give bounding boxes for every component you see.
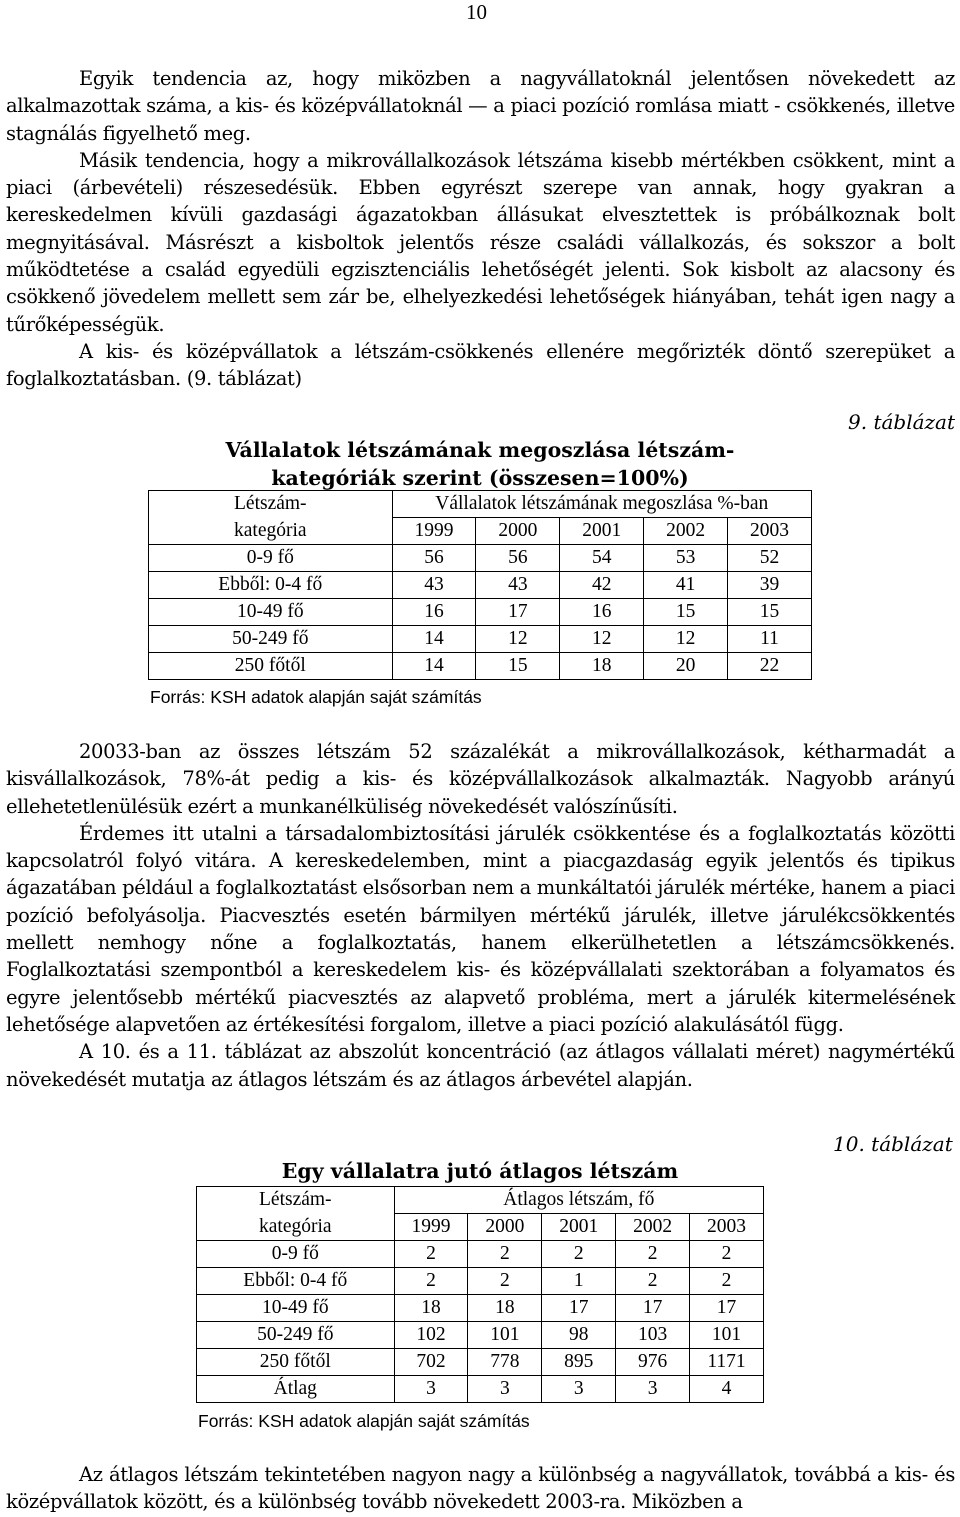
value-cell: 43 xyxy=(476,572,560,599)
value-cell: 1 xyxy=(542,1268,616,1295)
value-cell: 53 xyxy=(644,545,728,572)
table-row xyxy=(149,572,812,599)
value-cell: 702 xyxy=(394,1349,468,1376)
header-cell: Létszám- xyxy=(197,1187,395,1214)
page-number: 10 xyxy=(466,0,487,24)
year-cell: 1999 xyxy=(394,1214,468,1241)
value-cell: 56 xyxy=(476,545,560,572)
header-cell: kategória xyxy=(197,1214,395,1241)
category-cell: Ebből: 0-4 fő xyxy=(197,1268,395,1295)
value-cell: 16 xyxy=(560,599,644,626)
value-cell: 52 xyxy=(728,545,812,572)
value-cell: 2 xyxy=(542,1241,616,1268)
value-cell: 103 xyxy=(616,1322,690,1349)
header-group-cell: Átlagos létszám, fő xyxy=(394,1187,763,1214)
value-cell: 54 xyxy=(560,545,644,572)
category-cell: 250 főtől xyxy=(197,1349,395,1376)
value-cell: 2 xyxy=(468,1241,542,1268)
value-cell: 102 xyxy=(394,1322,468,1349)
table-9-label: 9. táblázat xyxy=(848,410,956,434)
year-cell: 1999 xyxy=(392,518,476,545)
value-cell: 2 xyxy=(690,1268,764,1295)
value-cell: 1171 xyxy=(690,1349,764,1376)
table-row xyxy=(197,1322,764,1349)
header-group-cell: Vállalatok létszámának megoszlása %-ban xyxy=(392,491,811,518)
table-row xyxy=(149,653,812,680)
value-cell: 18 xyxy=(394,1295,468,1322)
value-cell: 17 xyxy=(542,1295,616,1322)
value-cell: 3 xyxy=(542,1376,616,1403)
value-cell: 2 xyxy=(616,1241,690,1268)
value-cell: 17 xyxy=(476,599,560,626)
year-cell: 2001 xyxy=(542,1214,616,1241)
value-cell: 3 xyxy=(468,1376,542,1403)
value-cell: 4 xyxy=(690,1376,764,1403)
table-title-line: Vállalatok létszámának megoszlása létszám- xyxy=(225,438,735,462)
table-header-row xyxy=(149,491,812,518)
value-cell: 22 xyxy=(728,653,812,680)
table-9-title xyxy=(148,436,812,492)
table-header-row xyxy=(197,1187,764,1214)
value-cell: 18 xyxy=(560,653,644,680)
value-cell: 2 xyxy=(394,1241,468,1268)
value-cell: 14 xyxy=(392,653,476,680)
category-cell: Ebből: 0-4 fő xyxy=(149,572,393,599)
value-cell: 56 xyxy=(392,545,476,572)
year-cell: 2003 xyxy=(690,1214,764,1241)
table-header-row xyxy=(197,1214,764,1241)
year-cell: 2000 xyxy=(476,518,560,545)
table-10-source: Forrás: KSH adatok alapján saját számítás xyxy=(198,1411,530,1431)
value-cell: 16 xyxy=(392,599,476,626)
value-cell: 98 xyxy=(542,1322,616,1349)
value-cell: 11 xyxy=(728,626,812,653)
table-row xyxy=(149,626,812,653)
table-row xyxy=(197,1268,764,1295)
year-cell: 2000 xyxy=(468,1214,542,1241)
year-cell: 2003 xyxy=(728,518,812,545)
value-cell: 2 xyxy=(468,1268,542,1295)
header-cell: kategória xyxy=(149,518,393,545)
category-cell: 0-9 fő xyxy=(149,545,393,572)
table-row xyxy=(149,545,812,572)
value-cell: 2 xyxy=(394,1268,468,1295)
header-cell: Létszám- xyxy=(149,491,393,518)
year-cell: 2001 xyxy=(560,518,644,545)
table-10-label: 10. táblázat xyxy=(833,1132,953,1156)
value-cell: 101 xyxy=(468,1322,542,1349)
category-cell: 0-9 fő xyxy=(197,1241,395,1268)
paragraph: A 10. és a 11. táblázat az abszolút koncentráció (az átlagos vállalati méret) nagymértékű növekedését mutatja az átlagos létszám és az átlagos árbevétel alapján. xyxy=(6,1040,955,1091)
value-cell: 3 xyxy=(394,1376,468,1403)
table-row xyxy=(149,599,812,626)
category-cell: 10-49 fő xyxy=(149,599,393,626)
table-row xyxy=(197,1295,764,1322)
table-10 xyxy=(196,1186,764,1403)
value-cell: 43 xyxy=(392,572,476,599)
table-row xyxy=(197,1349,764,1376)
table-10-title: Egy vállalatra jutó átlagos létszám xyxy=(281,1159,679,1183)
table-title-line: kategóriák szerint (összesen=100%) xyxy=(271,466,689,490)
value-cell: 12 xyxy=(560,626,644,653)
category-cell: 50-249 fő xyxy=(197,1322,395,1349)
category-cell: 10-49 fő xyxy=(197,1295,395,1322)
value-cell: 15 xyxy=(728,599,812,626)
value-cell: 976 xyxy=(616,1349,690,1376)
closing-text xyxy=(6,1461,955,1516)
value-cell: 20 xyxy=(644,653,728,680)
value-cell: 42 xyxy=(560,572,644,599)
value-cell: 39 xyxy=(728,572,812,599)
value-cell: 12 xyxy=(476,626,560,653)
value-cell: 17 xyxy=(616,1295,690,1322)
value-cell: 14 xyxy=(392,626,476,653)
paragraph: Egyik tendencia az, hogy miközben a nagyvállatoknál jelentősen növekedett az alkalmazottak száma, a kis- és középvállatoknál — a piaci pozíció romlása miatt - csökkenés, illetve stagnálás figyelhető meg. xyxy=(6,67,955,145)
table-row xyxy=(197,1376,764,1403)
category-cell: Átlag xyxy=(197,1376,395,1403)
paragraph: A kis- és középvállatok a létszám-csökkenés ellenére megőrizték döntő szerepüket a foglalkoztatásban. (9. táblázat) xyxy=(6,339,955,391)
value-cell: 15 xyxy=(476,653,560,680)
value-cell: 41 xyxy=(644,572,728,599)
body-text xyxy=(6,738,955,1093)
table-9-source: Forrás: KSH adatok alapján saját számítás xyxy=(150,687,482,707)
paragraph: Az átlagos létszám tekintetében nagyon nagy a különbség a nagyvállatok, továbbá a kis- és középvállatok között, és a különbség tovább növekedett 2003-ra. Miközben a xyxy=(6,1463,955,1514)
category-cell: 250 főtől xyxy=(149,653,393,680)
intro-text xyxy=(6,65,955,393)
paragraph: Érdemes itt utalni a társadalombiztosítási járulék csökkentése és a foglalkoztatás közötti kapcsolatról folyó vitára. A kereskedelemben, mint a piacgazdaság egyik jelentős és tipikus ágazatában például a foglalkoztatást elsősorban nem a munkáltatói járulék mértéke, hanem a piaci pozíció befolyásolja. Piacvesztés esetén bármilyen mértékű járulék, illetve járulékcsökkentés mellett nemhogy nőne a foglalkoztatás, hanem elkerülhetetlen a létszámcsökkenés. Foglalkoztatási szempontból a kereskedelem kis- és középvállalati szektorában a folyamatos és egyre jelentősebb mértékű piacvesztés az alapvető probléma, mert a járulék kitermelésének lehetősége alapvetően az értékesítési forgalom, illetve a piaci pozíció alakulásától függ. xyxy=(6,821,955,1036)
value-cell: 895 xyxy=(542,1349,616,1376)
year-cell: 2002 xyxy=(616,1214,690,1241)
value-cell: 2 xyxy=(616,1268,690,1295)
value-cell: 18 xyxy=(468,1295,542,1322)
table-header-row xyxy=(149,518,812,545)
value-cell: 3 xyxy=(616,1376,690,1403)
value-cell: 101 xyxy=(690,1322,764,1349)
paragraph: 20033-ban az összes létszám 52 százalékát a mikrovállalkozások, kétharmadát a kisvállalkozások, 78%-át pedig a kis- és középvállalkozások alkalmazták. Nagyobb arányú ellehetetlenülésük ezért a munkanélküliség növekedését valószínűsíti. xyxy=(6,740,955,818)
category-cell: 50-249 fő xyxy=(149,626,393,653)
year-cell: 2002 xyxy=(644,518,728,545)
value-cell: 15 xyxy=(644,599,728,626)
table-row xyxy=(197,1241,764,1268)
paragraph: Másik tendencia, hogy a mikrovállalkozások létszáma kisebb mértékben csökkent, mint a piaci (árbevételi) részesedésük. Ebben egyrészt szerepe van annak, hogy gyakran a kereskedelmen kívüli gazdasági ágazatokban állásukat elvesztettek is próbálkoznak bolt megnyitásával. Másrészt a kisboltok jelentős része családi vállalkozás, és sokszor a bolt működtetése a család egyedüli egzisztenciális lehetőségét jelenti. Sok kisbolt az alacsony és csökkenő jövedelem mellett sem zár be, elhelyezkedési lehetőségek hiányában, tehát igen nagy a tűrőképességük. xyxy=(6,148,955,336)
table-9 xyxy=(148,490,812,680)
value-cell: 12 xyxy=(644,626,728,653)
value-cell: 778 xyxy=(468,1349,542,1376)
value-cell: 2 xyxy=(690,1241,764,1268)
value-cell: 17 xyxy=(690,1295,764,1322)
